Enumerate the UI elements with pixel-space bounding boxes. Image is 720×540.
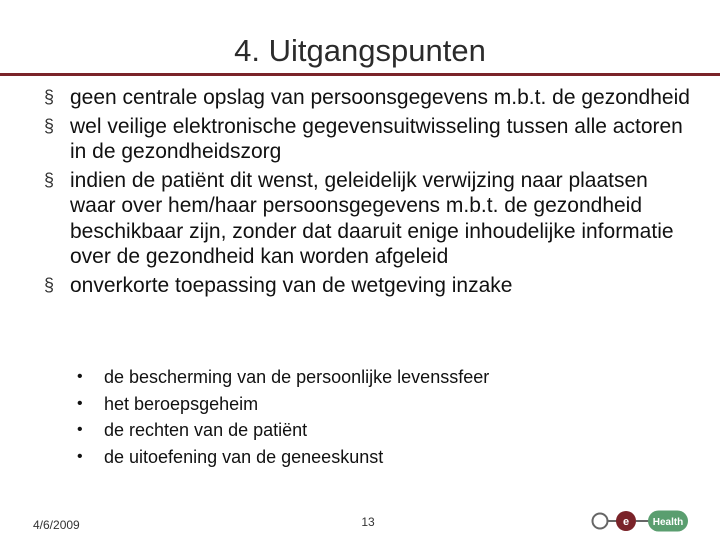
footer-date: 4/6/2009 (33, 518, 80, 532)
slide-title: 4. Uitgangspunten (234, 33, 486, 68)
bullet-text: geen centrale opslag van persoonsgegevens m.b.t. de gezondheid (70, 86, 690, 109)
bullet-dot-icon: • (77, 421, 83, 438)
bullet-dot-icon: • (77, 447, 83, 465)
sub-bullet-text: de uitoefening van de geneeskunst (104, 446, 384, 467)
page-number: 13 (361, 515, 375, 529)
sub-bullet-item (77, 391, 677, 418)
sub-bullet-list (77, 364, 677, 470)
bullet-item (44, 85, 694, 111)
sub-bullet-item (77, 364, 677, 391)
bullet-item (44, 273, 694, 299)
logo-e-text: e (622, 516, 630, 528)
main-bullet-list (44, 85, 694, 301)
bullet-text: wel veilige elektronische gegevensuitwisseling tussen alle actoren in de gezondheidszorg (70, 114, 683, 163)
bullet-item (44, 114, 694, 165)
bullet-dot-icon: • (77, 394, 83, 412)
sub-bullet-item (77, 417, 677, 444)
sub-bullet-text: de bescherming van de persoonlijke levenssfeer (104, 367, 490, 387)
bullet-text: indien de patiënt dit wenst, geleidelijk verwijzing naar plaatsen waar over hem/haar persoonsgegevens m.b.t. de gezondheid beschikbaar zijn, zonder dat daaruit enige inhoudelijke informatie over de gezondheid kan worden afgeleid (70, 168, 674, 268)
logo-health-text: Health (652, 517, 684, 528)
bullet-dot-icon: • (77, 368, 83, 385)
bullet-text: onverkorte toepassing van de wetgeving inzake (70, 273, 513, 297)
logo-ring-icon (593, 514, 608, 529)
ehealth-logo (590, 506, 690, 536)
sub-bullet-text: het beroepsgeheim (104, 393, 259, 414)
section-marker-icon: § (44, 115, 55, 136)
sub-bullet-item (77, 444, 677, 471)
section-marker-icon: § (44, 87, 55, 107)
title-divider (0, 73, 720, 76)
bullet-item (44, 168, 694, 270)
section-marker-icon: § (44, 169, 55, 190)
section-marker-icon: § (44, 274, 55, 295)
sub-bullet-text: de rechten van de patiënt (104, 420, 308, 440)
